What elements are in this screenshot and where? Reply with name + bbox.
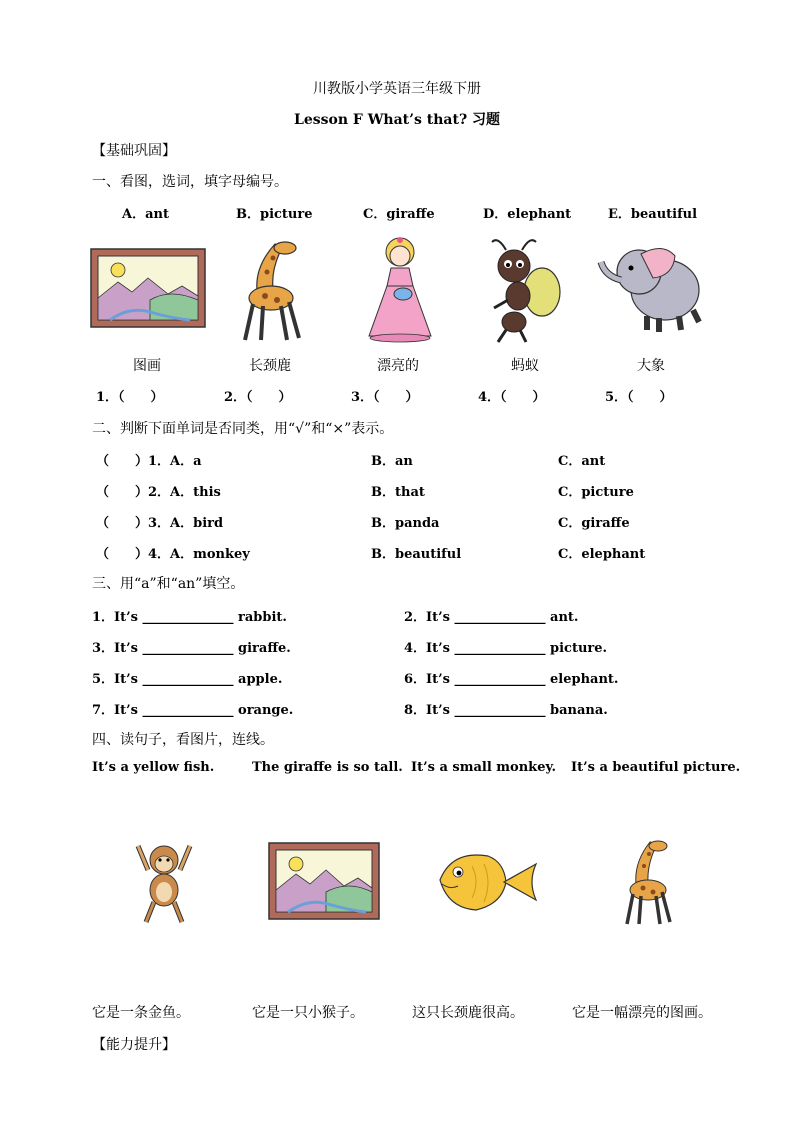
q2-row-num[interactable]: （ ）1．A．a	[96, 454, 202, 469]
q1-blank[interactable]: 5．（ ）	[605, 390, 673, 405]
q3-item[interactable]: 7．It’s ______________ orange.	[92, 703, 294, 718]
q1-option: D．elephant	[483, 207, 572, 222]
q2-row-c: C．elephant	[558, 547, 646, 562]
q1-heading: 一、看图，选词，填字母编号。	[92, 174, 288, 190]
q4-translation[interactable]: 它是一幅漂亮的图画。	[572, 1005, 712, 1021]
q2-row-num[interactable]: （ ）3．A．bird	[96, 516, 224, 531]
picture-icon[interactable]	[268, 842, 380, 920]
q1-caption: 图画	[133, 358, 161, 374]
q4-heading: 四、读句子，看图片，连线。	[92, 732, 274, 748]
q4-sentence[interactable]: The giraffe is so tall.	[252, 760, 403, 775]
monkey-icon[interactable]	[132, 836, 196, 926]
fish-icon[interactable]	[432, 842, 540, 920]
q1-caption: 长颈鹿	[249, 358, 291, 374]
princess-girl-icon	[365, 236, 435, 344]
q1-caption: 漂亮的	[377, 358, 419, 374]
section-basic-heading: 【基础巩固】	[92, 143, 176, 159]
q2-heading: 二、判断下面单词是否同类，用“√”和“×”表示。	[92, 421, 394, 437]
q2-row-c: C．ant	[558, 454, 606, 469]
q2-row-b: B．beautiful	[371, 547, 462, 562]
q1-option: A．ant	[122, 207, 169, 222]
q3-item[interactable]: 1．It’s ______________ rabbit.	[92, 610, 287, 625]
q1-option: B．picture	[236, 207, 313, 222]
q3-item[interactable]: 3．It’s ______________ giraffe.	[92, 641, 291, 656]
q1-option: C．giraffe	[363, 207, 435, 222]
q1-blank[interactable]: 3．（ ）	[351, 390, 419, 405]
q3-item[interactable]: 8．It’s ______________ banana.	[404, 703, 608, 718]
ant-icon	[484, 234, 562, 344]
q4-sentence[interactable]: It’s a yellow fish.	[92, 760, 215, 775]
q2-row-num[interactable]: （ ）2．A．this	[96, 485, 221, 500]
q1-blank[interactable]: 2．（ ）	[224, 390, 292, 405]
q4-translation[interactable]: 这只长颈鹿很高。	[412, 1005, 524, 1021]
q3-item[interactable]: 6．It’s ______________ elephant.	[404, 672, 619, 687]
q2-row-num[interactable]: （ ）4．A．monkey	[96, 547, 250, 562]
q4-sentence[interactable]: It’s a beautiful picture.	[571, 760, 741, 775]
q4-translation[interactable]: 它是一条金鱼。	[92, 1005, 190, 1021]
section-advanced-heading: 【能力提升】	[92, 1037, 176, 1053]
q2-row-b: B．panda	[371, 516, 440, 531]
elephant-icon	[597, 236, 709, 334]
q1-caption: 大象	[637, 358, 665, 374]
q1-caption: 蚂蚁	[511, 358, 539, 374]
picture-frame-icon	[90, 248, 206, 328]
page-subtitle: Lesson F What’s that? 习题	[293, 112, 501, 128]
q3-heading: 三、用“a”和“an”填空。	[92, 576, 245, 592]
q4-translation[interactable]: 它是一只小猴子。	[252, 1005, 364, 1021]
q2-row-b: B．an	[371, 454, 413, 469]
q2-row-b: B．that	[371, 485, 425, 500]
q2-row-c: C．picture	[558, 485, 634, 500]
q1-blank[interactable]: 1．（ ）	[96, 390, 164, 405]
q1-option: E．beautiful	[608, 207, 698, 222]
q4-sentence[interactable]: It’s a small monkey.	[411, 760, 557, 775]
q3-item[interactable]: 4．It’s ______________ picture.	[404, 641, 608, 656]
page-title: 川教版小学英语三年级下册	[313, 81, 481, 97]
giraffe-icon	[235, 236, 313, 344]
q2-row-c: C．giraffe	[558, 516, 630, 531]
q3-item[interactable]: 2．It’s ______________ ant.	[404, 610, 579, 625]
q1-blank[interactable]: 4．（ ）	[478, 390, 546, 405]
q3-item[interactable]: 5．It’s ______________ apple.	[92, 672, 283, 687]
giraffe-icon[interactable]	[618, 836, 680, 928]
